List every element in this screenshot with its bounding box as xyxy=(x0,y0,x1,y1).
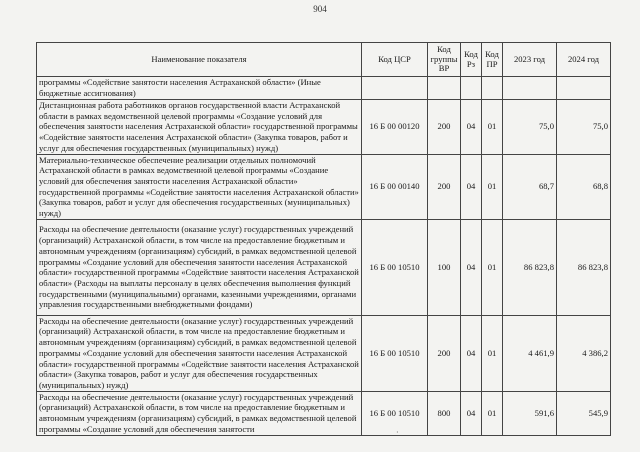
row-csr: 16 Б 00 00140 xyxy=(362,154,428,219)
row-name: Расходы на обеспечение деятельности (оказание услуг) государственных учреждений (организаций) Астраханской области, в том числе на предоставление бюджетным и автономным учреждениям (организациям) субсидий, в рамках ведомственной целевой программы «Создание условий для обеспечения занятости населения Астраханской области» государственной программы «Содействие занятости населения Астраханской области» (Закупка товаров, работ и услуг для обеспечения государственных (муниципальных) нужд) xyxy=(37,315,362,391)
table-row xyxy=(37,391,611,435)
row-csr xyxy=(362,77,428,100)
row-pr: 01 xyxy=(482,100,503,155)
row-2023: 86 823,8 xyxy=(503,219,557,315)
row-name: Расходы на обеспечение деятельности (оказание услуг) государственных учреждений (организаций) Астраханской области, в том числе на предоставление бюджетным и автономным учреждениям (организациям) субсидий, в рамках ведомственной целевой программы «Создание условий для обеспечения занятости xyxy=(37,391,362,435)
row-vr: 200 xyxy=(428,315,461,391)
header-2023: 2023 год xyxy=(503,43,557,77)
row-rz: 04 xyxy=(461,391,482,435)
row-rz: 04 xyxy=(461,154,482,219)
row-name: Расходы на обеспечение деятельности (оказание услуг) государственных учреждений (организаций) Астраханской области, в том числе на предоставление бюджетным и автономным учреждениям (организациям) субсидий, в рамках ведомственной целевой программы «Создание условий для обеспечения занятости населения Астраханской области» государственной программы «Содействие занятости населения Астраханской области» (Расходы на выплаты персоналу в целях обеспечения выполнения функций государственными (муниципальными) органами, казенными учреждениями, органами управления государственными внебюджетными фондами) xyxy=(37,219,362,315)
row-csr: 16 Б 00 10510 xyxy=(362,315,428,391)
header-pr: Код ПР xyxy=(482,43,503,77)
row-vr: 100 xyxy=(428,219,461,315)
row-csr: 16 Б 00 10510 xyxy=(362,391,428,435)
row-2023: 68,7 xyxy=(503,154,557,219)
header-vr: Код группы ВР xyxy=(428,43,461,77)
table-row xyxy=(37,154,611,219)
row-rz: 04 xyxy=(461,100,482,155)
row-name: Дистанционная работа работников органов государственной власти Астраханской области в рамках ведомственной целевой программы «Создание условий для обеспечения занятости населения Астраханской области» государственной программы «Содействие занятости населения Астраханской области» (Закупка товаров, работ и услуг для обеспечения государственных (муниципальных) нужд) xyxy=(37,100,362,155)
header-name: Наименование показателя xyxy=(37,43,362,77)
row-name: программы «Содействие занятости населения Астраханской области» (Иные бюджетные ассигнования) xyxy=(37,77,362,100)
row-vr xyxy=(428,77,461,100)
table-row xyxy=(37,77,611,100)
table-row xyxy=(37,100,611,155)
row-vr: 200 xyxy=(428,154,461,219)
header-2024: 2024 год xyxy=(557,43,611,77)
row-2024: 4 386,2 xyxy=(557,315,611,391)
row-vr: 200 xyxy=(428,100,461,155)
row-2023: 75,0 xyxy=(503,100,557,155)
budget-table xyxy=(36,42,611,436)
row-rz: 04 xyxy=(461,219,482,315)
row-pr: 01 xyxy=(482,315,503,391)
row-csr: 16 Б 00 00120 xyxy=(362,100,428,155)
row-2024: 68,8 xyxy=(557,154,611,219)
table-header xyxy=(37,43,611,77)
table-row xyxy=(37,315,611,391)
row-rz xyxy=(461,77,482,100)
row-2023: 4 461,9 xyxy=(503,315,557,391)
row-pr: 01 xyxy=(482,391,503,435)
header-rz: Код Рз xyxy=(461,43,482,77)
row-2024 xyxy=(557,77,611,100)
row-vr: 800 xyxy=(428,391,461,435)
page-number: 904 xyxy=(313,4,327,14)
row-2024: 545,9 xyxy=(557,391,611,435)
row-rz: 04 xyxy=(461,315,482,391)
row-pr xyxy=(482,77,503,100)
scan-speck: · xyxy=(396,428,399,437)
row-name: Материально-техническое обеспечение реализации отдельных полномочий Астраханской области в рамках ведомственной целевой программы «Создание условий для обеспечения занятости населения Астраханской области» государственной программы «Содействие занятости населения Астраханской области» (Закупка товаров, работ и услуг для обеспечения государственных (муниципальных) нужд) xyxy=(37,154,362,219)
row-2023: 591,6 xyxy=(503,391,557,435)
row-2024: 86 823,8 xyxy=(557,219,611,315)
table-row xyxy=(37,219,611,315)
row-csr: 16 Б 00 10510 xyxy=(362,219,428,315)
header-csr: Код ЦСР xyxy=(362,43,428,77)
row-pr: 01 xyxy=(482,219,503,315)
row-2024: 75,0 xyxy=(557,100,611,155)
row-2023 xyxy=(503,77,557,100)
row-pr: 01 xyxy=(482,154,503,219)
